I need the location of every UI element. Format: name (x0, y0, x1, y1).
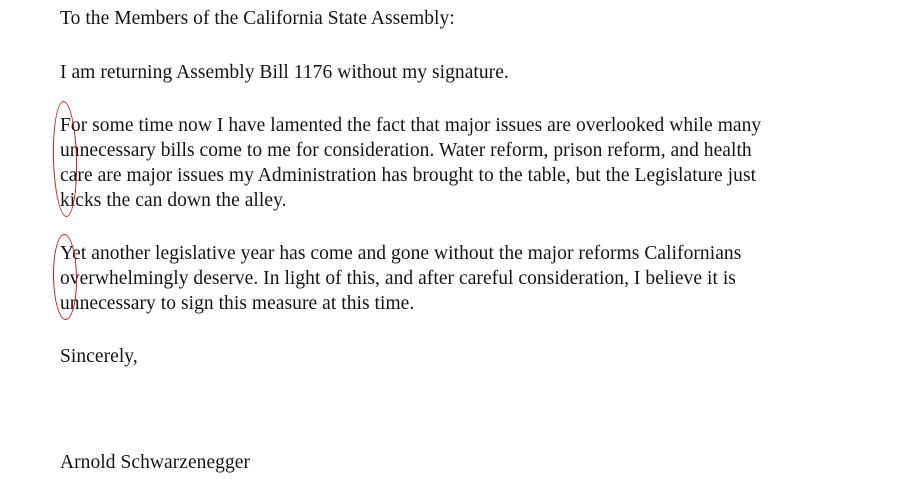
paragraph-2-line-1: Yet another legislative year has come and gone without the major reforms Californians (60, 243, 742, 264)
paragraph-1-line-3: care are major issues my Administration has brought to the table, but the Legislature just (60, 165, 757, 186)
closing: Sincerely, (60, 346, 138, 367)
paragraph-2-line-3: unnecessary to sign this measure at this time. (60, 293, 415, 314)
paragraph-1-line-1: For some time now I have lamented the fact that major issues are overlooked while many (60, 115, 762, 136)
paragraph-2-line-2: overwhelmingly deserve. In light of this, and after careful consideration, I believe it is (60, 268, 736, 289)
salutation: To the Members of the California State Assembly: (60, 8, 455, 29)
paragraph-1-line-4: kicks the can down the alley. (60, 190, 287, 211)
opening-line: I am returning Assembly Bill 1176 without my signature. (60, 62, 509, 83)
paragraph-1-line-2: unnecessary bills come to me for consideration. Water reform, prison reform, and health (60, 140, 752, 161)
signature: Arnold Schwarzenegger (60, 452, 251, 473)
